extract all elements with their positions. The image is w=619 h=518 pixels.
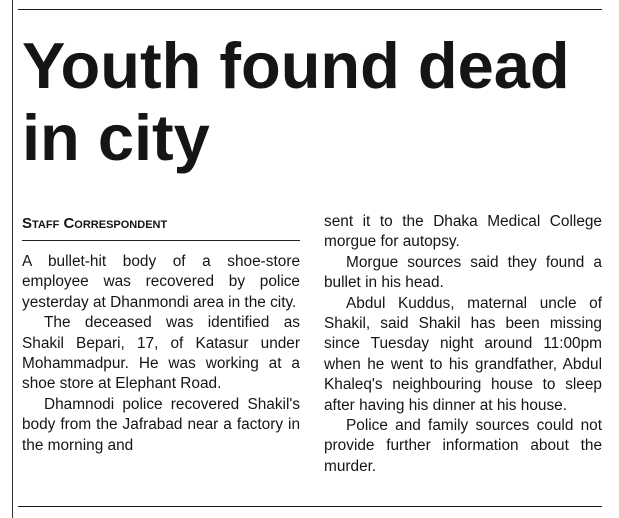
byline-underline [22,240,300,241]
paragraph: Police and family sources could not provide further information about the murder. [324,417,602,475]
paragraph: The deceased was identified as Shakil Bepari, 17, of Katasur under Mohammadpur. He was working at a shoe store at Elephant Road. [22,314,300,393]
paragraph: A bullet-hit body of a shoe-store employee was recovered by police yesterday at Dhanmondi area in the city. [22,253,300,311]
top-border-rule [18,9,602,10]
paragraph: sent it to the Dhaka Medical College morgue for autopsy. [324,213,602,251]
paragraph: Dhamnodi police recovered Shakil's body from the Jafrabad near a factory in the morning and [22,395,300,454]
bottom-border-rule [18,506,602,507]
left-border-rule [12,0,13,518]
article-column-left [22,252,300,456]
paragraph: Abdul Kuddus, maternal uncle of Shakil, said Shakil has been missing since Tuesday night around 11:00pm when he went to his grandfather, Abdul Khaleq's neighbouring house to sleep after having his dinner at his house. [324,294,602,414]
headline: Youth found dead in city [22,29,570,174]
byline: Staff Correspondent [22,215,168,232]
article-column-right [324,212,602,477]
paragraph: Morgue sources said they found a bullet in his head. [324,253,602,292]
